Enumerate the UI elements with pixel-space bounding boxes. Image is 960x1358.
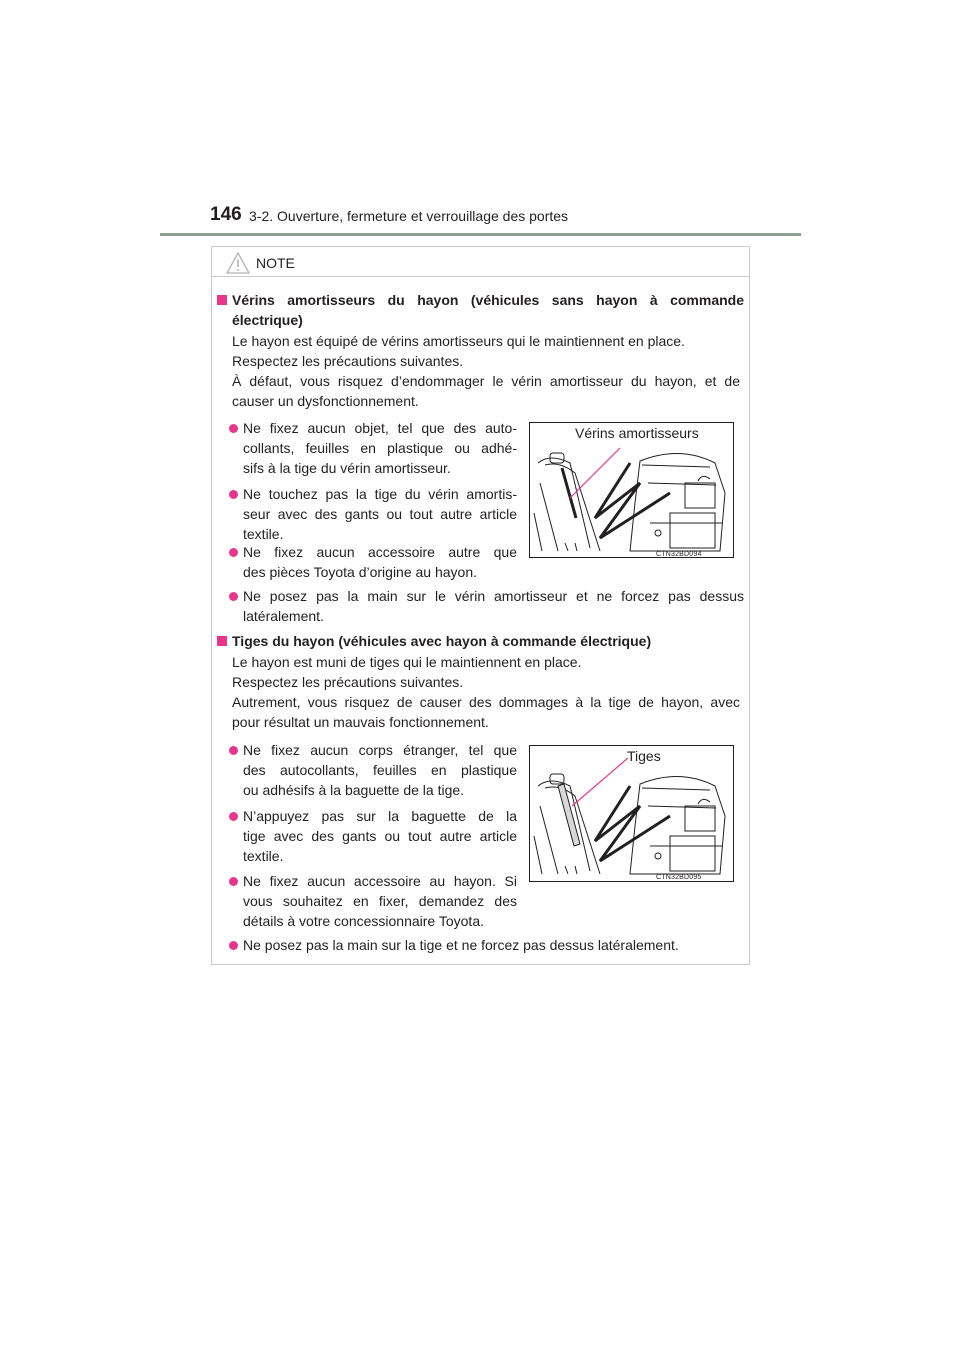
s2-bullet2-line: textile. (243, 848, 284, 864)
tailgate-figure-rod (529, 745, 734, 882)
square-bullet-icon (217, 636, 227, 646)
bullet-dot-icon (229, 424, 238, 433)
s2-bullet2-line: N’appuyez pas sur la baguette de la (243, 808, 517, 824)
note-header (212, 247, 749, 277)
bullet-dot-icon (229, 548, 238, 557)
s2-bullet3-line: Ne fixez aucun accessoire au hayon. Si (243, 873, 517, 889)
s1-bullet4-line: Ne posez pas la main sur le vérin amortisseur et ne forcez pas dessus (243, 588, 744, 604)
s1-bullet3-line: Ne fixez aucun accessoire autre que (243, 544, 517, 560)
section-title: 3-2. Ouverture, fermeture et verrouillage des portes (249, 208, 569, 224)
section1-intro-line: Respectez les précautions suivantes. (232, 353, 464, 369)
s2-bullet3-line: détails à votre concessionnaire Toyota. (243, 913, 484, 929)
section2-intro-line: pour résultat un mauvais fonctionnement. (232, 714, 489, 730)
s1-bullet4-line: latéralement. (243, 608, 324, 624)
figure-code: CTN32BD095 (656, 874, 702, 881)
figure-code: CTN32BD094 (656, 551, 702, 558)
figure-label-verins: Vérins amortisseurs (575, 425, 699, 441)
s2-bullet4-line: Ne posez pas la main sur la tige et ne forcez pas dessus latéralement. (243, 937, 679, 953)
section1-heading (217, 290, 744, 310)
bullet-dot-icon (229, 746, 238, 755)
s2-bullet1-line: des autocollants, feuilles en plastique (243, 762, 517, 778)
s1-bullet3-line: des pièces Toyota d’origine au hayon. (243, 564, 478, 580)
section2-intro-line: Respectez les précautions suivantes. (232, 674, 464, 690)
note-label: NOTE (256, 255, 295, 271)
section1-heading-line1: Vérins amortisseurs du hayon (véhicules sans hayon à commande (232, 292, 744, 308)
s1-bullet2-line: textile. (243, 526, 284, 542)
figure-label-tiges: Tiges (627, 748, 661, 764)
bullet-dot-icon (229, 592, 238, 601)
section1-heading-line2: électrique) (232, 312, 303, 328)
tailgate-illustration (530, 423, 734, 558)
tailgate-figure-damper (529, 422, 734, 558)
warning-icon (226, 252, 250, 274)
tailgate-illustration (530, 746, 734, 882)
s2-bullet1-line: Ne fixez aucun corps étranger, tel que (243, 742, 517, 758)
bullet-dot-icon (229, 812, 238, 821)
s1-bullet2-line: seur avec des gants ou tout autre article (243, 506, 517, 522)
bullet-dot-icon (229, 490, 238, 499)
section1-intro-line: À défaut, vous risquez d’endommager le vérin amortisseur du hayon, et de (232, 373, 740, 389)
s1-bullet1-line: Ne fixez aucun objet, tel que des auto- (243, 420, 517, 436)
s1-bullet2-line: Ne touchez pas la tige du vérin amortis- (243, 486, 517, 502)
section2-intro-line: Autrement, vous risquez de causer des dommages à la tige de hayon, avec (232, 694, 740, 710)
s2-bullet2-line: tige avec des gants ou tout autre article (243, 828, 517, 844)
note-box (211, 246, 750, 965)
s2-bullet1-line: ou adhésifs à la baguette de la tige. (243, 782, 465, 798)
section2-heading-text: Tiges du hayon (véhicules avec hayon à commande électrique) (232, 633, 652, 649)
s2-bullet3-line: vous souhaitez en fixer, demandez des (243, 893, 517, 909)
section2-intro-line: Le hayon est muni de tiges qui le maintiennent en place. (232, 654, 582, 670)
square-bullet-icon (217, 295, 227, 305)
page-number: 146 (210, 204, 242, 225)
bullet-dot-icon (229, 877, 238, 886)
s1-bullet1-line: sifs à la tige du vérin amortisseur. (243, 460, 451, 476)
header-rule (160, 233, 801, 236)
section2-heading (217, 631, 651, 651)
section1-intro-line: causer un dysfonctionnement. (232, 393, 419, 409)
bullet-dot-icon (229, 941, 238, 950)
s1-bullet1-line: collants, feuilles en plastique ou adhé- (243, 440, 517, 456)
section1-intro-line: Le hayon est équipé de vérins amortisseurs qui le maintiennent en place. (232, 333, 685, 349)
